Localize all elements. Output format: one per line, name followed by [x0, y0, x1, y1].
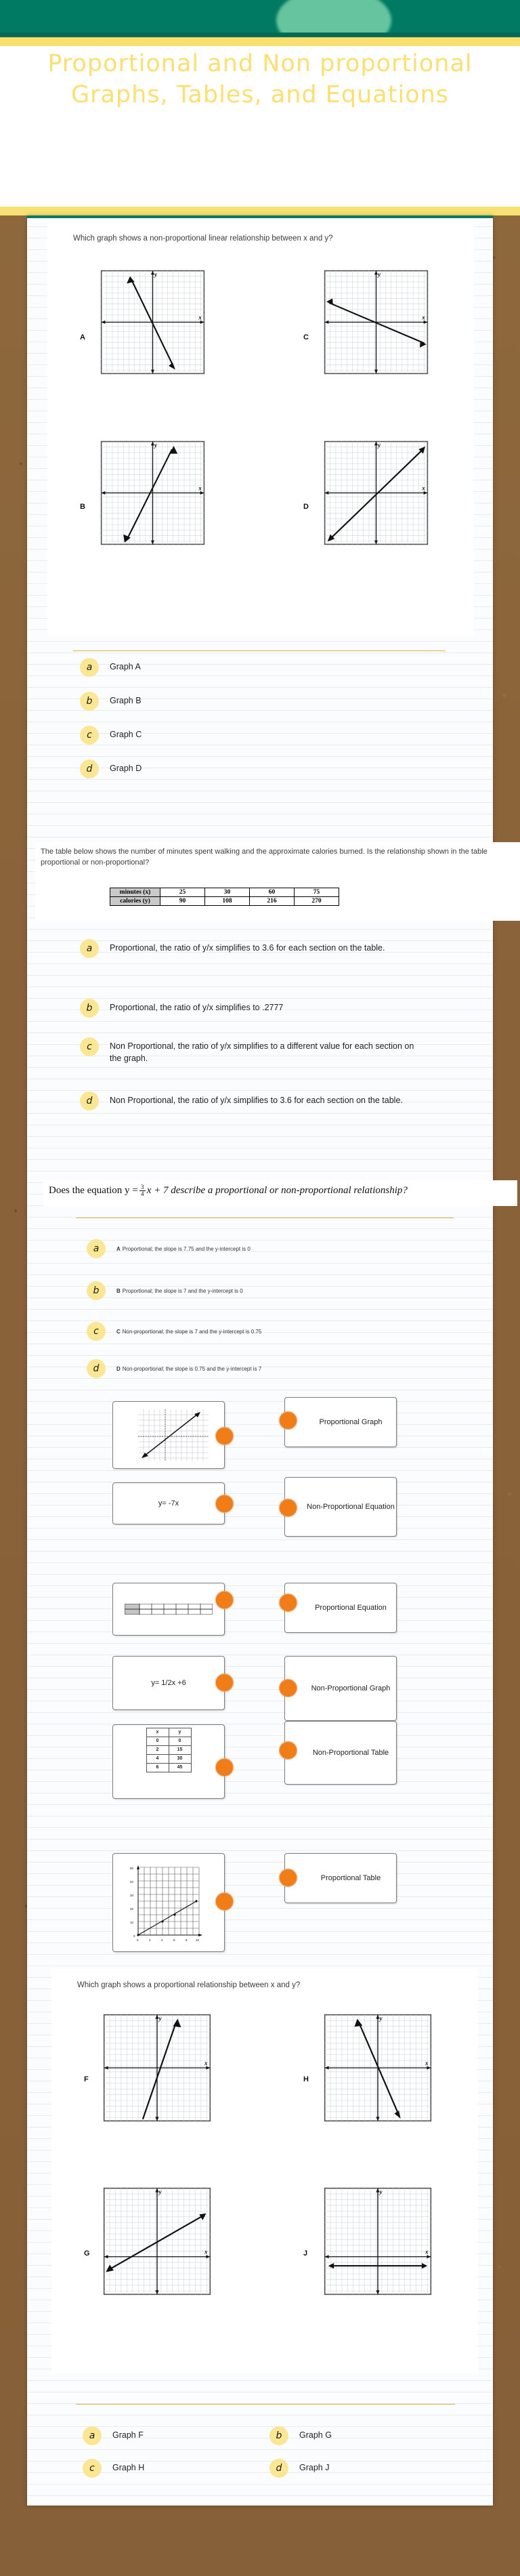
table-header-y: y: [169, 1728, 191, 1737]
svg-text:0: 0: [137, 1938, 139, 1942]
graph-label-h: H: [303, 2075, 309, 2083]
option-bubble-b[interactable]: b: [269, 2426, 288, 2445]
option-label-c: Graph H: [112, 2463, 145, 2472]
match-left-equation-1[interactable]: [112, 1482, 225, 1524]
svg-text:20: 20: [130, 1907, 134, 1911]
question-3-prompt: [49, 1184, 516, 1197]
graph-label-b: B: [80, 503, 85, 511]
q2-option-d[interactable]: [80, 1094, 432, 1110]
graph-label-f: F: [84, 2075, 89, 2083]
match-dot-right-1[interactable]: [279, 1411, 297, 1430]
svg-text:10: 10: [196, 1938, 200, 1942]
cell-calories-4: 270: [295, 897, 339, 906]
option-bubble-d[interactable]: d: [80, 760, 99, 778]
q5-option-c[interactable]: [83, 2461, 144, 2478]
cell-minutes-4: 75: [295, 888, 339, 897]
option-label-a: Graph A: [110, 662, 141, 671]
option-bubble-d[interactable]: d: [87, 1359, 106, 1378]
option-label-d: Graph J: [299, 2463, 330, 2472]
svg-text:x: x: [204, 2060, 208, 2067]
svg-text:x: x: [198, 484, 202, 492]
question-1-prompt: Which graph shows a non-proportional linear relationship between x and y?: [73, 234, 333, 243]
option-bubble-b[interactable]: b: [87, 1281, 106, 1300]
svg-text:x: x: [204, 2249, 208, 2256]
page-title: Proportional and Non proportional Graphs, Tables, and Equations: [47, 50, 473, 108]
svg-text:50: 50: [130, 1867, 134, 1870]
q2-option-a[interactable]: [80, 942, 432, 958]
graph-h: [324, 2014, 432, 2125]
banner-shadow-strip: [0, 33, 520, 37]
graph-label-j: J: [303, 2249, 308, 2258]
option-bubble-b[interactable]: b: [80, 692, 99, 711]
q3-prompt-post: x + 7 describe a proportional or non-proportional relationship?: [146, 1185, 408, 1196]
match-left-label-2: y= -7x: [158, 1499, 179, 1508]
option-bubble-b[interactable]: b: [80, 999, 99, 1018]
graph-label-c: C: [303, 333, 309, 341]
title-area: [0, 46, 520, 207]
svg-text:y: y: [377, 270, 381, 278]
svg-text:4: 4: [161, 1938, 163, 1942]
option-text-b: Proportional; the slope is 7 and the y-intercept is 0: [122, 1288, 243, 1294]
match-right-label-2: Non-Proportional Equation: [307, 1502, 395, 1511]
table-row: [146, 1764, 191, 1772]
match-dot-left-6[interactable]: [215, 1892, 234, 1911]
option-label-d: Graph D: [110, 764, 142, 773]
match-dot-right-2[interactable]: [279, 1499, 297, 1517]
match-right-label-6: Proportional Table: [320, 1873, 381, 1882]
match-left-graph-1[interactable]: [112, 1401, 225, 1469]
option-bubble-a[interactable]: a: [80, 939, 99, 958]
match-left-table-strip[interactable]: [112, 1583, 225, 1636]
option-bubble-d[interactable]: d: [80, 1092, 99, 1110]
option-tag-c: C: [116, 1329, 121, 1335]
sheet-top-edge: [27, 215, 493, 218]
svg-text:10: 10: [130, 1921, 134, 1924]
match-left-graph-2[interactable]: [112, 1853, 225, 1952]
svg-text:x: x: [422, 484, 425, 492]
svg-text:x: x: [425, 2249, 429, 2256]
option-text-c: Non-proportional; the slope is 7 and the y-intercept is 0.75: [122, 1329, 262, 1335]
q5-option-b[interactable]: [269, 2429, 332, 2445]
q2-option-b[interactable]: [80, 1001, 432, 1018]
graph-label-d: D: [303, 503, 309, 511]
svg-text:y: y: [379, 2189, 383, 2197]
option-text-d: Non-proportional; the slope is 0.75 and the y-intercept is 7: [122, 1366, 262, 1372]
option-bubble-a[interactable]: a: [83, 2426, 102, 2445]
q1-option-d[interactable]: [80, 762, 142, 778]
option-tag-b: B: [116, 1288, 121, 1294]
match-right-label-3: Proportional Equation: [315, 1603, 387, 1612]
option-label-c: Graph C: [110, 730, 142, 739]
graph-a: [100, 270, 205, 378]
match-right-nonproportional-graph[interactable]: [284, 1656, 397, 1721]
match-dot-right-3[interactable]: [279, 1594, 297, 1612]
match-left-label-4: y= 1/2x +6: [151, 1678, 186, 1687]
svg-text:y: y: [158, 2189, 162, 2197]
title-bottom-accent-bar: [0, 207, 520, 215]
svg-text:6: 6: [173, 1938, 175, 1942]
q5-option-a[interactable]: [83, 2429, 144, 2445]
q3-option-b[interactable]: [87, 1284, 243, 1300]
table-row: [146, 1755, 191, 1764]
option-label-b: [116, 1287, 243, 1295]
question-5-prompt: Which graph shows a proportional relationship between x and y?: [77, 1981, 301, 1989]
cell-minutes-2: 30: [205, 888, 250, 897]
question-2-table: [110, 888, 339, 906]
option-text-a: Proportional; the slope is 7.75 and the y-intercept is 0: [122, 1246, 251, 1252]
question-2-prompt: The table below shows the number of minutes spent walking and the approximate calories burned. Is the relationship shown in the table proportional or non-proportional?: [41, 848, 488, 867]
q1-answer-divider: [73, 650, 446, 651]
match-right-proportional-table[interactable]: [284, 1853, 397, 1903]
match-dot-right-6[interactable]: [279, 1869, 297, 1887]
table-row: [146, 1737, 191, 1746]
match-right-proportional-graph[interactable]: [284, 1397, 397, 1447]
option-label-d: Non Proportional, the ratio of y/x simplifies to 3.6 for each section on the table.: [110, 1096, 403, 1105]
graph-j: [324, 2187, 432, 2299]
match-dot-left-5[interactable]: [215, 1758, 234, 1777]
match-right-proportional-equation[interactable]: [284, 1583, 397, 1633]
svg-text:8: 8: [186, 1938, 188, 1942]
match-left-equation-2[interactable]: [112, 1656, 225, 1710]
cell-y-3: 30: [169, 1755, 191, 1764]
graph-c: [324, 270, 429, 378]
option-label-a: Proportional, the ratio of y/x simplifies to 3.6 for each section on the table.: [110, 943, 385, 953]
svg-text:2: 2: [149, 1938, 151, 1942]
match-dot-left-3[interactable]: [215, 1591, 234, 1609]
q3-fraction-numerator: 3: [141, 1184, 144, 1190]
top-banner: [0, 0, 520, 37]
match-dot-right-4[interactable]: [279, 1679, 297, 1697]
cell-calories-2: 108: [205, 897, 250, 906]
match-dot-left-1[interactable]: [215, 1427, 234, 1445]
cell-x-2: 2: [146, 1746, 169, 1755]
option-label-b: Graph B: [110, 696, 142, 705]
cell-minutes-3: 60: [250, 888, 295, 897]
cell-x-4: 6: [146, 1764, 169, 1772]
graph-b: [100, 440, 205, 549]
option-bubble-a[interactable]: a: [87, 1239, 106, 1258]
graph-f: [103, 2014, 211, 2125]
option-label-a: [116, 1245, 251, 1253]
svg-text:y: y: [379, 2016, 383, 2023]
option-tag-d: D: [116, 1366, 121, 1372]
option-label-b: Graph G: [299, 2430, 332, 2440]
cell-y-4: 45: [169, 1764, 191, 1772]
option-bubble-c[interactable]: c: [87, 1322, 106, 1341]
svg-text:40: 40: [130, 1880, 134, 1884]
match-dot-right-5[interactable]: [279, 1741, 297, 1760]
svg-text:y: y: [154, 270, 157, 278]
cell-calories-3: 216: [250, 897, 295, 906]
row-header-minutes: minutes (x): [110, 888, 160, 897]
svg-text:y: y: [154, 441, 157, 449]
table-row-minutes: [110, 888, 339, 897]
match-dot-left-2[interactable]: [215, 1495, 234, 1513]
option-label-c: [116, 1328, 261, 1336]
match-left-table[interactable]: [112, 1724, 225, 1799]
cell-y-2: 15: [169, 1746, 191, 1755]
q3-option-d[interactable]: [87, 1362, 261, 1378]
match-dot-left-4[interactable]: [215, 1674, 234, 1692]
svg-text:x: x: [422, 314, 425, 321]
cell-x-3: 4: [146, 1755, 169, 1764]
svg-text:0: 0: [133, 1934, 135, 1938]
match-right-label-4: Non-Proportional Graph: [311, 1684, 391, 1692]
q5-answer-divider: [76, 2404, 455, 2405]
option-label-d: [116, 1365, 261, 1373]
q3-option-a[interactable]: [87, 1242, 251, 1258]
match-right-label-1: Proportional Graph: [319, 1417, 383, 1426]
match-right-nonproportional-equation[interactable]: [284, 1477, 397, 1537]
q1-option-b[interactable]: [80, 694, 142, 711]
q3-fraction: [139, 1184, 146, 1197]
q3-option-c[interactable]: [87, 1325, 261, 1341]
q2-option-c[interactable]: [80, 1040, 432, 1064]
svg-text:y: y: [377, 441, 381, 449]
q3-fraction-denominator: 4: [141, 1190, 144, 1197]
option-tag-a: A: [116, 1246, 121, 1252]
row-header-calories: calories (y): [110, 897, 160, 906]
match-left-xy-table: [146, 1728, 192, 1772]
graph-g: [103, 2187, 211, 2299]
svg-text:30: 30: [130, 1894, 134, 1897]
option-label-b: Proportional, the ratio of y/x simplifies to .2777: [110, 1003, 284, 1012]
table-row: [146, 1746, 191, 1755]
cell-minutes-1: 25: [160, 888, 205, 897]
cell-y-1: 0: [169, 1737, 191, 1746]
q1-option-c[interactable]: [80, 728, 142, 745]
svg-text:x: x: [425, 2060, 429, 2067]
option-bubble-c[interactable]: c: [80, 1037, 99, 1056]
graph-label-g: G: [84, 2249, 90, 2258]
svg-text:x: x: [198, 314, 202, 321]
option-bubble-c[interactable]: c: [83, 2459, 102, 2478]
q5-option-d[interactable]: [269, 2461, 337, 2478]
table-row-calories: [110, 897, 339, 906]
match-right-nonproportional-table[interactable]: [284, 1721, 397, 1785]
option-bubble-c[interactable]: c: [80, 726, 99, 745]
option-label-a: Graph F: [112, 2430, 144, 2440]
graph-d: [324, 440, 429, 549]
q3-prompt-pre: Does the equation y =: [49, 1185, 138, 1196]
graph-label-a: A: [80, 333, 85, 341]
option-label-c: Non Proportional, the ratio of y/x simplifies to a different value for each section on the graph.: [110, 1041, 414, 1064]
table-header-row: [146, 1728, 191, 1737]
cell-x-1: 0: [146, 1737, 169, 1746]
q1-option-a[interactable]: [80, 661, 141, 677]
title-top-accent-bar: [0, 37, 520, 46]
cell-calories-1: 90: [160, 897, 205, 906]
option-bubble-a[interactable]: a: [80, 658, 99, 677]
svg-text:y: y: [158, 2016, 162, 2023]
table-header-x: x: [146, 1728, 169, 1737]
match-right-label-5: Non-Proportional Table: [312, 1748, 389, 1757]
option-bubble-d[interactable]: d: [269, 2459, 288, 2478]
